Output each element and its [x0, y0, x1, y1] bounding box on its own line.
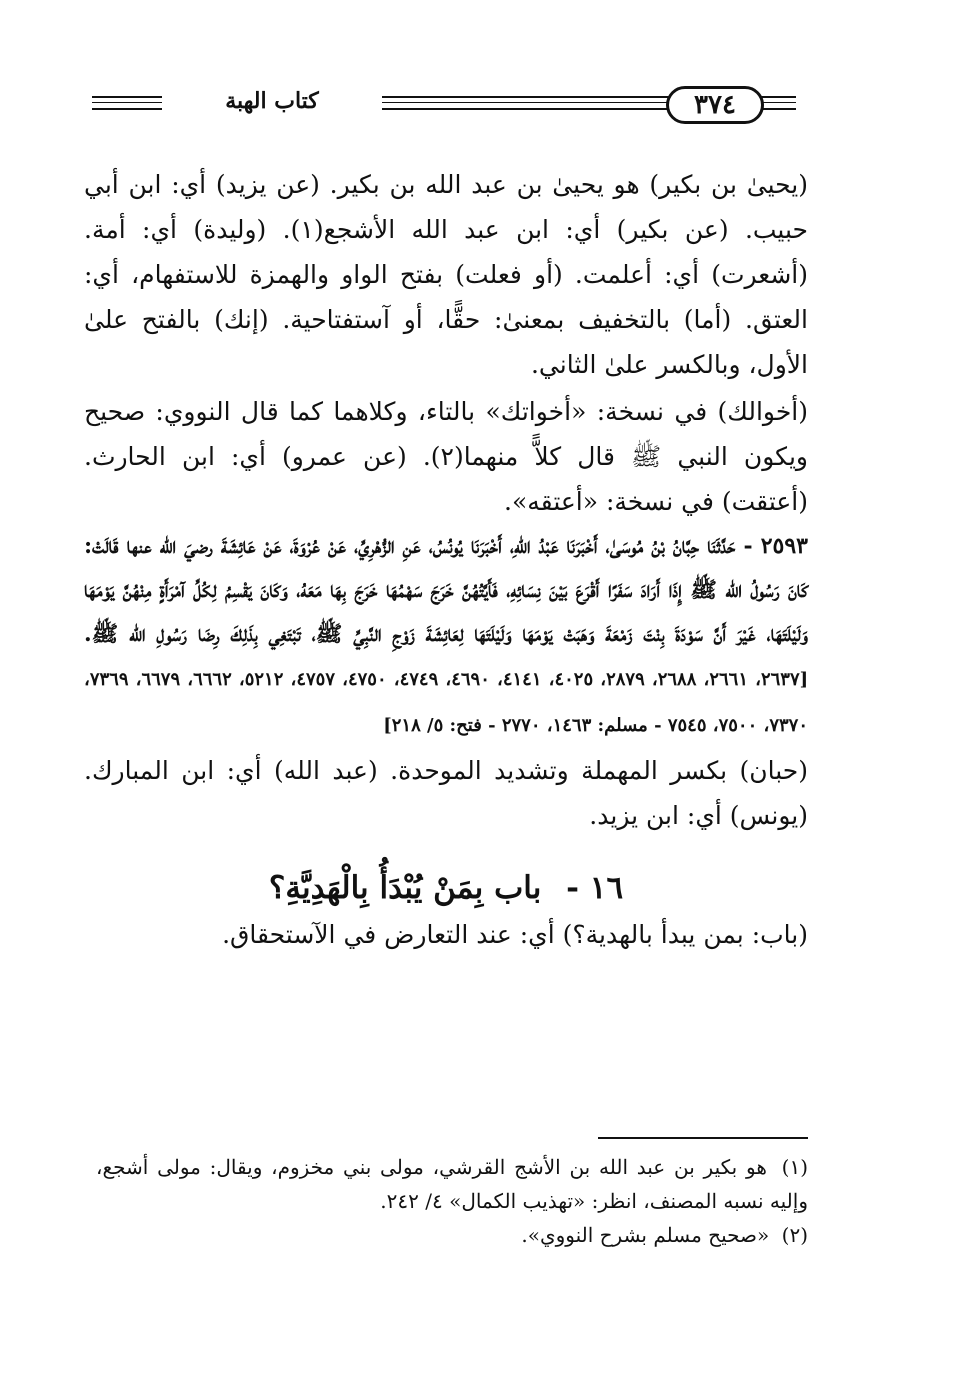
commentary-paragraph: (يحيىٰ بن بكير) هو يحيىٰ بن عبد الله بن بكير. (عن يزيد) أي: ابن أبي حبيب. (عن بكير) أي: ابن عبد الله الأشجع(١). (وليدة) أي: أمة. (أشعرت) أي: أعلمت. (أو فعلت) بفتح الواو والهمزة للاستفهام، أي: العتق. (أما) بالتخفيف بمعنىٰ: حقًّا، أو آستفتاحية. (إنك) بالفتح علىٰ الأول، وبالكسر علىٰ الثاني. — [84, 170, 808, 379]
footnote-text: هو بكير بن عبد الله بن الأشج القرشي، مولى بني مخزوم، ويقال: مولى أشجع، وإليه نسبه المصنف، انظر: «تهذيب الكمال» ٤/ ٢٤٢. — [96, 1155, 808, 1213]
running-header — [92, 78, 804, 128]
book-title: كتاب الهبة — [162, 88, 382, 114]
footnote-text: «صحيح مسلم بشرح النووي». — [521, 1223, 770, 1247]
chapter-heading — [84, 864, 808, 912]
footnote — [96, 1150, 808, 1218]
footnotes — [96, 1150, 808, 1252]
footnote — [96, 1218, 808, 1252]
chapter-title: باب بِمَنْ يُبْدَأُ بِالْهَدِيَّةِ؟ — [268, 870, 542, 906]
footnote-number: (٢) — [781, 1223, 808, 1247]
footnote-separator — [598, 1137, 808, 1139]
footnote-number: (١) — [781, 1155, 809, 1179]
commentary-paragraph: (باب: بمن يبدأ بالهدية؟) أي: عند التعارض في الآستحقاق. — [222, 920, 808, 949]
hadith-text — [84, 524, 808, 748]
commentary-paragraph: (حبان) بكسر المهملة وتشديد الموحدة. (عبد الله) أي: ابن المبارك. (يونس) أي: ابن يزيد. — [84, 756, 808, 830]
chapter-number: ١٦ - — [566, 870, 624, 906]
page-number: ٣٧٤ — [666, 86, 764, 124]
commentary-paragraph: (أخوالك) في نسخة: «أخواتك» بالتاء، وكلاهما كما قال النووي: صحيح ويكون النبي ﷺ قال كلاًّ منهما(٢). (عن عمرو) أي: ابن الحارث. (أعتقت) في نسخة: «أعتقه». — [84, 397, 808, 516]
page-body — [84, 162, 808, 957]
hadith-body: ٢٥٩٣ - حَدَّثَنَا حِبَّانُ بْنُ مُوسَىٰ، أَخْبَرَنَا عَبْدُ اللهِ، أَخْبَرَنَا يُونُسُ، عَنِ الزُّهْرِيِّ، عَنْ عُرْوَةَ، عَنْ عَائِشَةَ رضيَ الله عنها قَالَتْ: كَانَ رَسُولُ الله ﷺ إِذَا أَرَادَ سَفَرًا أَقْرَعَ بَيْنَ نِسَائِهِ، فَأَيَّتُهُنَّ خَرَجَ سَهْمُهَا خَرَجَ بِهَا مَعَهُ، وَكَانَ يَقْسِمُ لِكُلِّ آمْرَأَةٍ مِنْهُنَّ يَوْمَهَا وَلَيْلَتَهَا، غَيْرَ أَنَّ سَوْدَةَ بِنْتَ زَمْعَةَ وَهَبَتْ يَوْمَهَا وَلَيْلَتَهَا لِعَائِشَةَ زَوْجِ النَّبِيِّ ﷺ، تَبْتَغِي بِذَلِكَ رِضَا رَسُولِ الله ﷺ. — [84, 533, 808, 647]
hadith-references: [٢٦٣٧، ٢٦٦١، ٢٦٨٨، ٢٨٧٩، ٤٠٢٥، ٤١٤١، ٤٦٩٠، ٤٧٤٩، ٤٧٥٠، ٤٧٥٧، ٥٢١٢، ٦٦٦٢، ٦٦٧٩، ٧٣٦٩، ٧٣٧٠، ٧٥٠٠، ٧٥٤٥ - مسلم: ١٤٦٣، ٢٧٧٠ - فتح: ٥/ ٢١٨] — [84, 669, 809, 736]
